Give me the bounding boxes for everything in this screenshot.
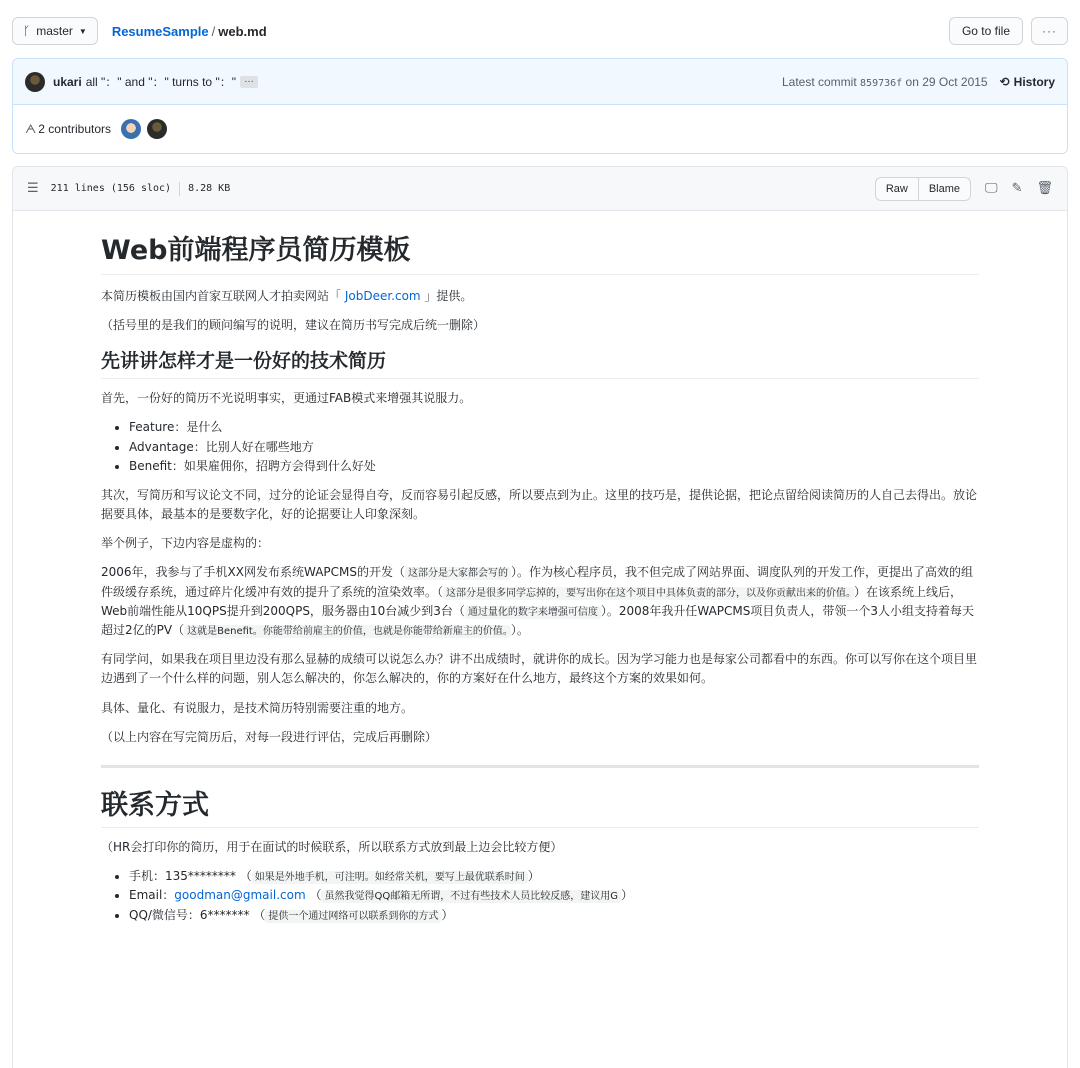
file-header: [13, 167, 1067, 211]
list-item: • 手机：135******** （ 如果是外地手机，可注明。如经常关机，要写上最优联系时间 ）: [129, 867, 979, 886]
phone-label: 手机：135********: [129, 869, 236, 884]
section-heading: 先讲讲怎样才是一份好的技术简历: [101, 349, 979, 379]
people-icon: ᗅ: [25, 121, 37, 136]
note-paragraph: （以上内容在写完简历后，对每一段进行评估，完成后再删除）: [101, 729, 438, 744]
more-options-button[interactable]: ···: [1031, 17, 1068, 45]
inline-code: 这就是Benefit。你能带给前雇主的价值，也就是你能带给新雇主的价值。: [184, 625, 511, 638]
go-to-file-button[interactable]: Go to file: [949, 17, 1023, 45]
commit-meta: [782, 75, 988, 89]
note-paragraph: （HR会打印你的简历，用于在面试的时候联系，所以联系方式放到最上边会比较方便）: [101, 840, 563, 855]
second-paragraph: 其次，写简历和写议论文不同，过分的论证会显得自夸，反而容易引起反感，所以要点到为止。这里的技巧是，提供论据，把论点留给阅读简历的人自己去得出。放论据要具体，最基本的是要数字化，好的论据要让人印象深刻。: [101, 487, 978, 522]
example-text: ）。作为核心程序员，我不但完成了网站界面、调度队列的开发工作，更提出了高效的组件级缓存系统，通过碎片化缓冲有效的提升了系统的渲染效率。（: [101, 565, 974, 599]
expand-commit-button[interactable]: …: [240, 76, 258, 88]
breadcrumb: [112, 24, 267, 39]
breadcrumb-repo-link[interactable]: ResumeSample: [111, 23, 209, 39]
email-link[interactable]: goodman@gmail.com: [174, 888, 306, 903]
history-icon: ⟲: [999, 74, 1010, 89]
blame-button[interactable]: Blame: [919, 177, 971, 201]
example-text: ）。: [510, 623, 529, 638]
fab-paragraph: 首先，一份好的简历不光说明事实，更通过FAB模式来增强其说服力。: [101, 391, 472, 406]
list-item: • Advantage：比别人好在哪些地方: [129, 438, 979, 457]
breadcrumb-file: web.md: [218, 23, 267, 39]
intro-paragraph: [101, 287, 979, 306]
avatar[interactable]: [25, 72, 45, 92]
list-item: • Email：goodman@gmail.com （ 虽然我觉得QQ邮箱无所谓，不过有些技术人员比较反感，建议用G ）: [129, 886, 979, 905]
file-lines: 211 lines (156 sloc): [50, 183, 172, 194]
fab-list: [101, 418, 979, 476]
inline-code: 这部分是大家都会写的: [405, 567, 511, 580]
file-size: 8.28 KB: [188, 183, 231, 194]
avatar[interactable]: [121, 119, 141, 139]
file-navigation: [12, 16, 1068, 46]
trash-icon[interactable]: 🗑: [1036, 181, 1053, 196]
inline-code: 提供一个通过网络可以联系到你的方式: [265, 910, 441, 923]
commit-date: on 29 Oct 2015: [905, 74, 988, 89]
raw-button[interactable]: Raw: [875, 177, 919, 201]
branch-name: master: [36, 24, 73, 38]
breadcrumb-separator: /: [211, 23, 216, 39]
divider: [179, 182, 180, 196]
example-intro: 举个例子，下边内容是虚构的：: [101, 536, 270, 551]
markdown-body: [13, 211, 1067, 925]
intro-text-end: 」提供。: [420, 289, 473, 304]
example-text: 2006年，我参与了手机XX网发布系统WAPCMS的开发（: [101, 565, 405, 580]
contributors-row: [13, 105, 1067, 153]
caret-down-icon: ▼: [78, 26, 87, 36]
contributors-link[interactable]: 2 contributors: [38, 122, 111, 136]
inline-code: 如果是外地手机，可注明。如经常关机，要写上最优联系时间: [252, 871, 528, 884]
commit-message-link[interactable]: all "：" and "：" turns to "：": [85, 75, 236, 89]
commit-box: [12, 58, 1068, 154]
growth-paragraph: 有同学问，如果我在项目里边没有那么显赫的成绩可以说怎么办？讲不出成绩时，就讲你的成长。因为学习能力也是每家公司都看中的东西。你可以写你在这个项目里边遇到了一个什么样的问题，别人怎么解决的，你怎么解决的，你的方案好在什么地方，最终这个方案的效果如何。: [101, 652, 978, 686]
history-link[interactable]: [1000, 75, 1055, 89]
list-item: • QQ/微信号：6******* （ 提供一个通过网络可以联系到你的方式 ）: [129, 906, 979, 925]
file-view: [12, 166, 1068, 1068]
note-paragraph: （括号里的是我们的顾问编写的说明，建议在简历书写完成后统一删除）: [101, 318, 486, 333]
history-label: History: [1013, 74, 1055, 89]
contact-list: [101, 867, 979, 925]
desktop-icon[interactable]: 🖵: [985, 181, 998, 196]
git-branch-icon: ᚴ: [23, 24, 31, 38]
jobdeer-link[interactable]: JobDeer.com: [344, 289, 421, 304]
example-text: ）。2008年我升任WAPCMS项目负责人，带领一个3人小组支持着每天超过2亿的PV（: [101, 603, 975, 638]
branch-select-button[interactable]: [12, 17, 98, 45]
inline-code: 这部分是很多同学忘掉的，要写出你在这个项目中具体负责的部分，以及你贡献出来的价值。: [443, 587, 854, 600]
pencil-icon[interactable]: ✎: [1011, 181, 1023, 196]
commit-author-link[interactable]: ukari: [53, 74, 82, 89]
quant-paragraph: 具体、量化、有说服力，是技术简历特别需要注重的地方。: [101, 700, 414, 715]
example-text: ）在该系统上线后，Web前端性能从10QPS提升到200QPS，服务器由10台减少到3台（: [101, 584, 963, 618]
inline-code: 通过量化的数字来增强可信度: [465, 606, 601, 619]
example-paragraph: [101, 563, 979, 640]
list-item: • Benefit：如果雇佣你，招聘方会得到什么好处: [129, 457, 979, 476]
list-icon[interactable]: ☰: [27, 181, 39, 196]
qq-label: QQ/微信号：6*******: [129, 907, 250, 922]
email-label: Email：: [129, 888, 175, 903]
contact-heading: 联系方式: [101, 788, 979, 828]
inline-code: 虽然我觉得QQ邮箱无所谓，不过有些技术人员比较反感，建议用G: [321, 890, 621, 903]
list-item: • Feature：是什么: [129, 418, 979, 437]
intro-text: 本简历模板由国内首家互联网人才拍卖网站「: [101, 289, 345, 304]
latest-commit-label: Latest commit: [781, 74, 857, 89]
page-title: Web前端程序员简历模板: [101, 233, 979, 275]
commit-sha-link[interactable]: 859736f: [860, 77, 903, 89]
divider: [101, 765, 979, 768]
latest-commit-row: [13, 59, 1067, 105]
avatar[interactable]: [147, 119, 167, 139]
